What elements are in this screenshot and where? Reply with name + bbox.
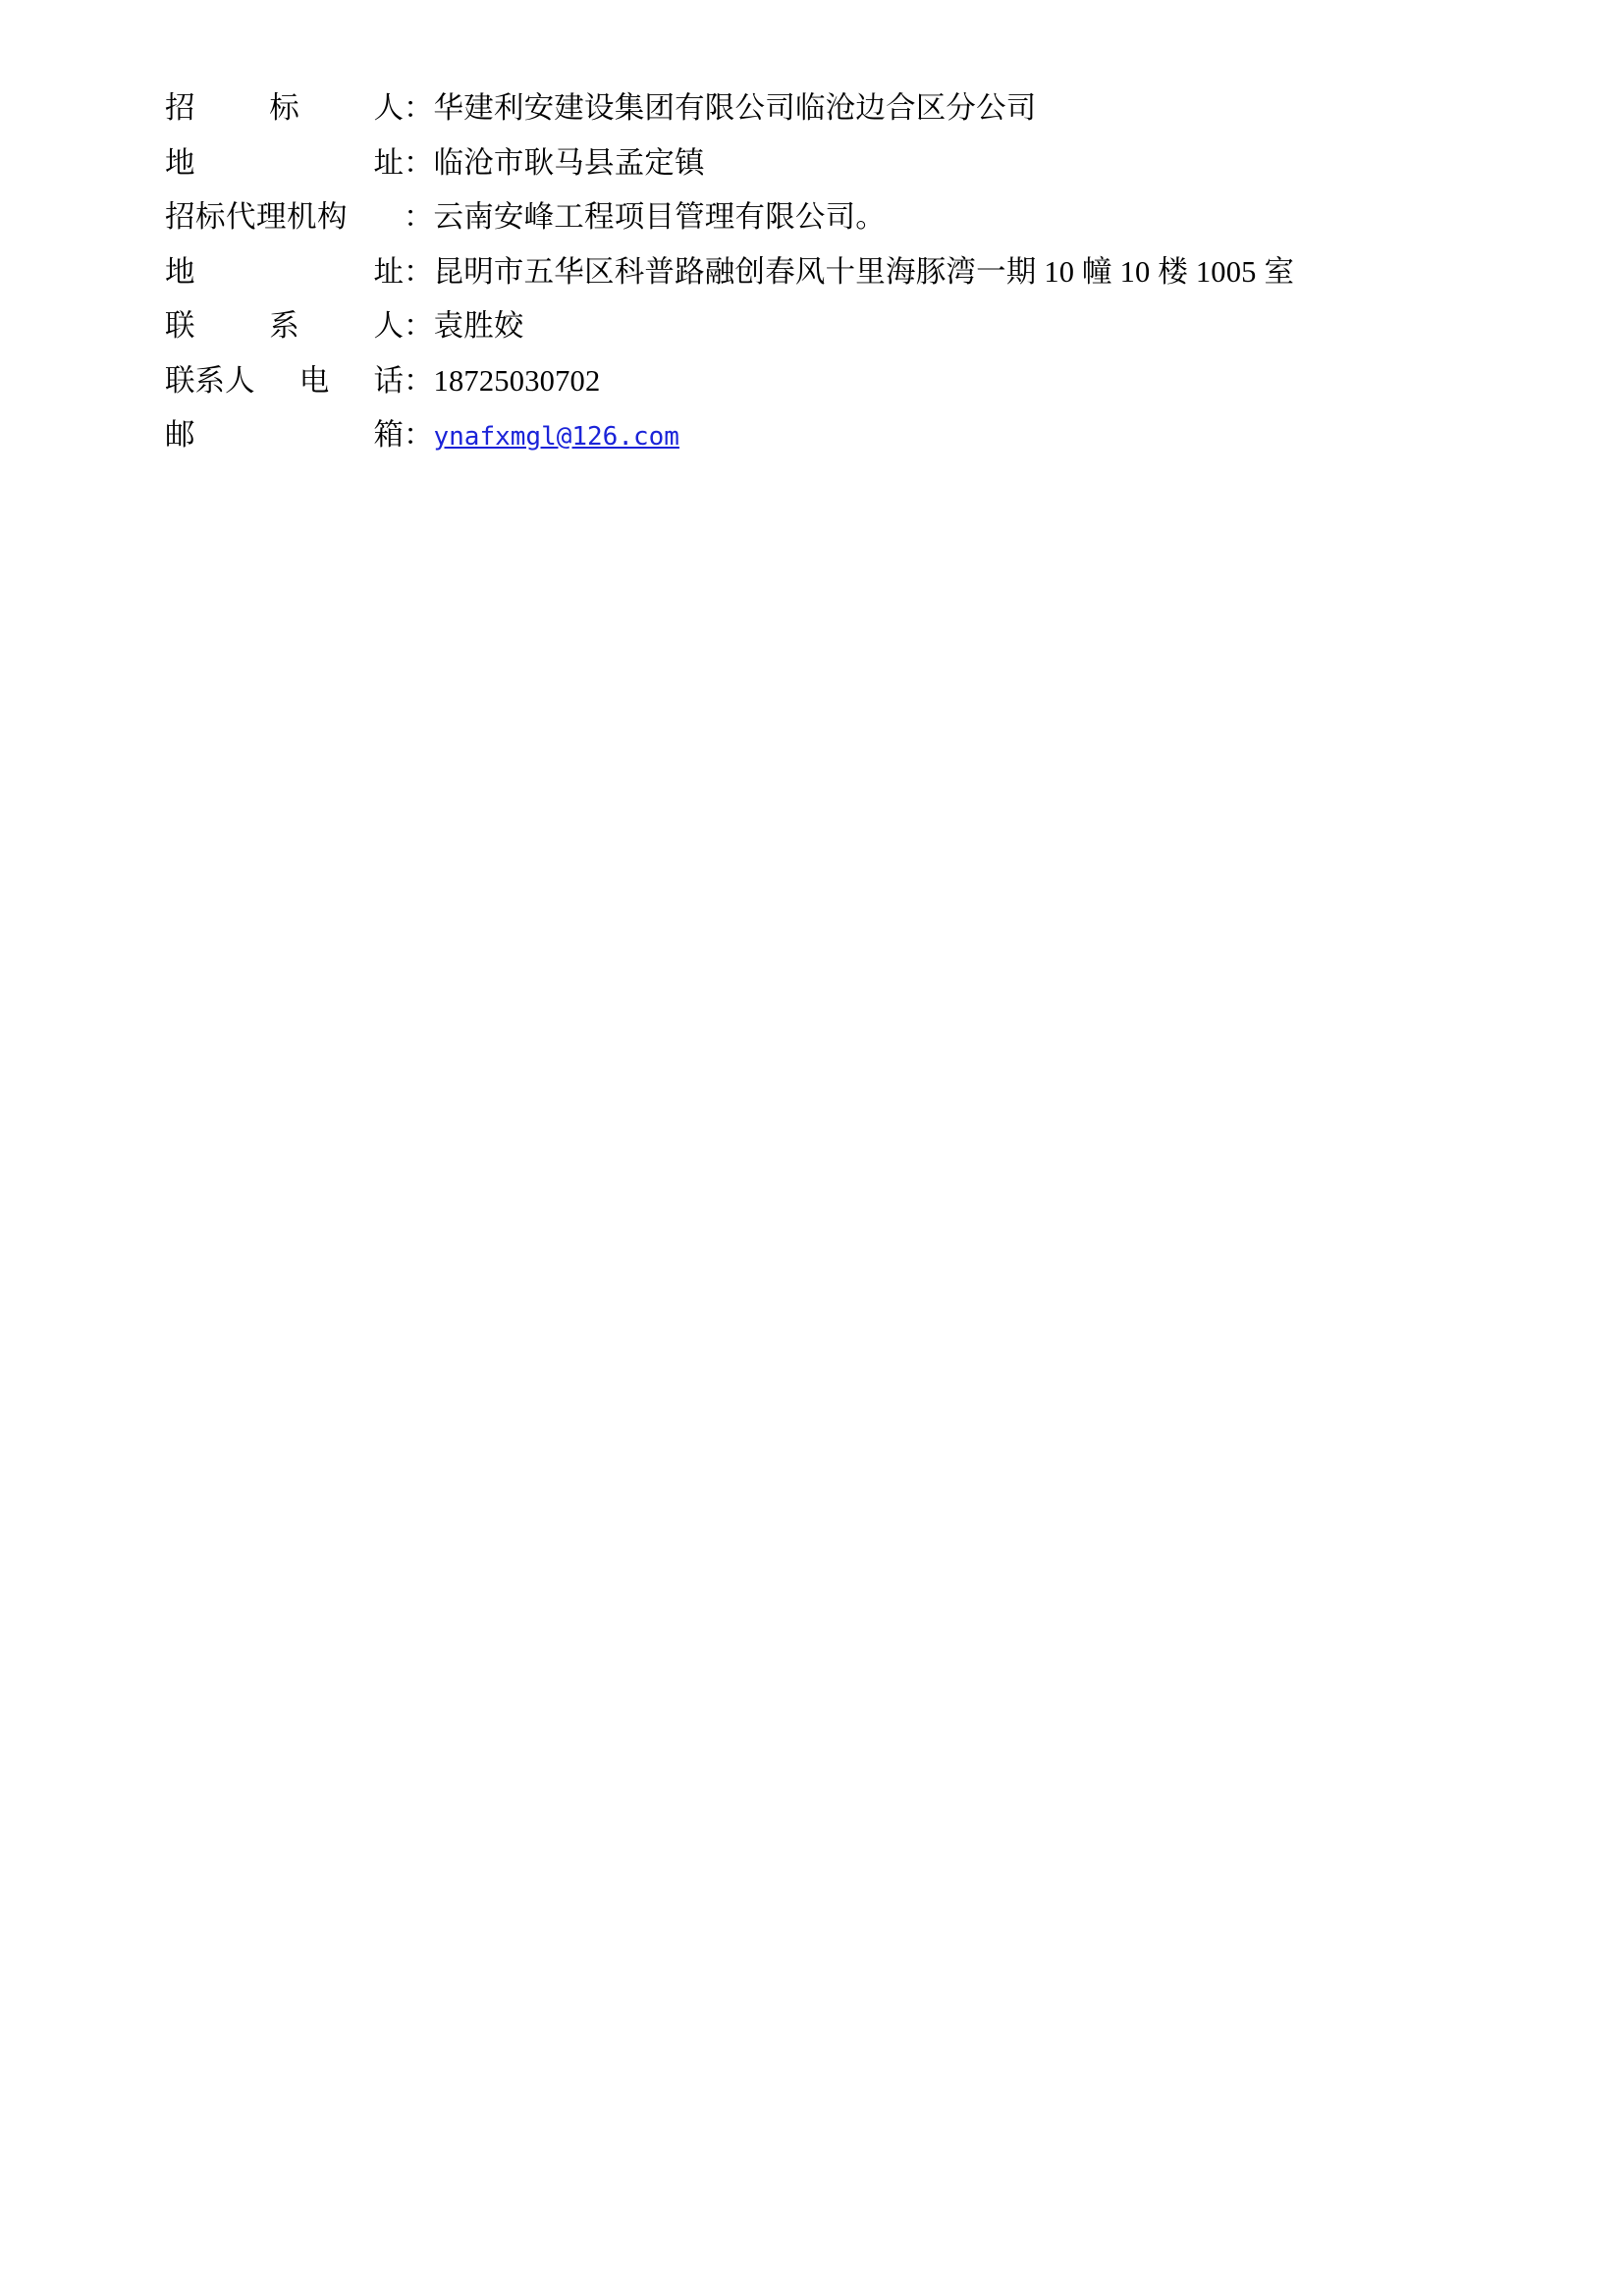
label-char: 系	[269, 309, 299, 343]
label-contact-email	[165, 420, 404, 451]
label-separator-contact-email: ：	[404, 418, 434, 452]
label-contact-phone	[165, 363, 404, 398]
label-char: 址	[373, 145, 404, 180]
info-line-contact-phone	[165, 363, 1467, 398]
label-char: 标	[269, 91, 299, 125]
label-char: 联	[165, 309, 195, 343]
info-line-tenderee-address	[165, 145, 1467, 180]
value-contact-phone: 18725030702	[433, 363, 601, 398]
info-line-agency-address	[165, 254, 1467, 289]
label-contact-person	[165, 311, 404, 342]
label-char: 邮	[165, 418, 195, 452]
label-separator-tenderee: ：	[404, 91, 434, 125]
info-line-contact-person	[165, 311, 1467, 342]
label-char: 电	[298, 363, 330, 398]
info-line-contact-email	[165, 420, 1467, 451]
label-char: 箱	[373, 418, 404, 452]
label-char: 招	[165, 91, 195, 125]
label-char: 人	[373, 91, 404, 125]
label-separator-agency-address: ：	[404, 254, 434, 289]
value-tenderee-address: 临沧市耿马县孟定镇	[433, 145, 705, 180]
label-tenderee	[165, 93, 404, 124]
value-agency: 云南安峰工程项目管理有限公司。	[433, 200, 886, 234]
value-agency-address: 昆明市五华区科普路融创春风十里海豚湾一期 10 幢 10 楼 1005 室	[433, 254, 1295, 289]
label-agency-address	[165, 254, 404, 289]
label-agency: 招标代理机构	[165, 200, 348, 234]
label-tenderee-address	[165, 145, 404, 180]
label-char: 话	[373, 363, 404, 398]
label-separator-agency: ：	[404, 200, 434, 234]
label-separator-contact-person: ：	[404, 309, 434, 343]
info-line-tenderee	[165, 93, 1467, 124]
info-line-agency	[165, 202, 1467, 233]
value-contact-email-link[interactable]: ynafxmgl@126.com	[433, 422, 679, 452]
label-separator-tenderee-address: ：	[404, 145, 434, 180]
label-char: 联系人	[165, 363, 255, 398]
value-contact-person: 袁胜姣	[433, 309, 524, 343]
contact-info-block	[165, 93, 1467, 451]
label-separator-contact-phone: ：	[404, 363, 434, 398]
label-char: 人	[373, 309, 404, 343]
label-char: 地	[165, 145, 195, 180]
value-tenderee: 华建利安建设集团有限公司临沧边合区分公司	[433, 91, 1037, 125]
label-char: 地	[165, 254, 195, 289]
label-char: 址	[373, 254, 404, 289]
